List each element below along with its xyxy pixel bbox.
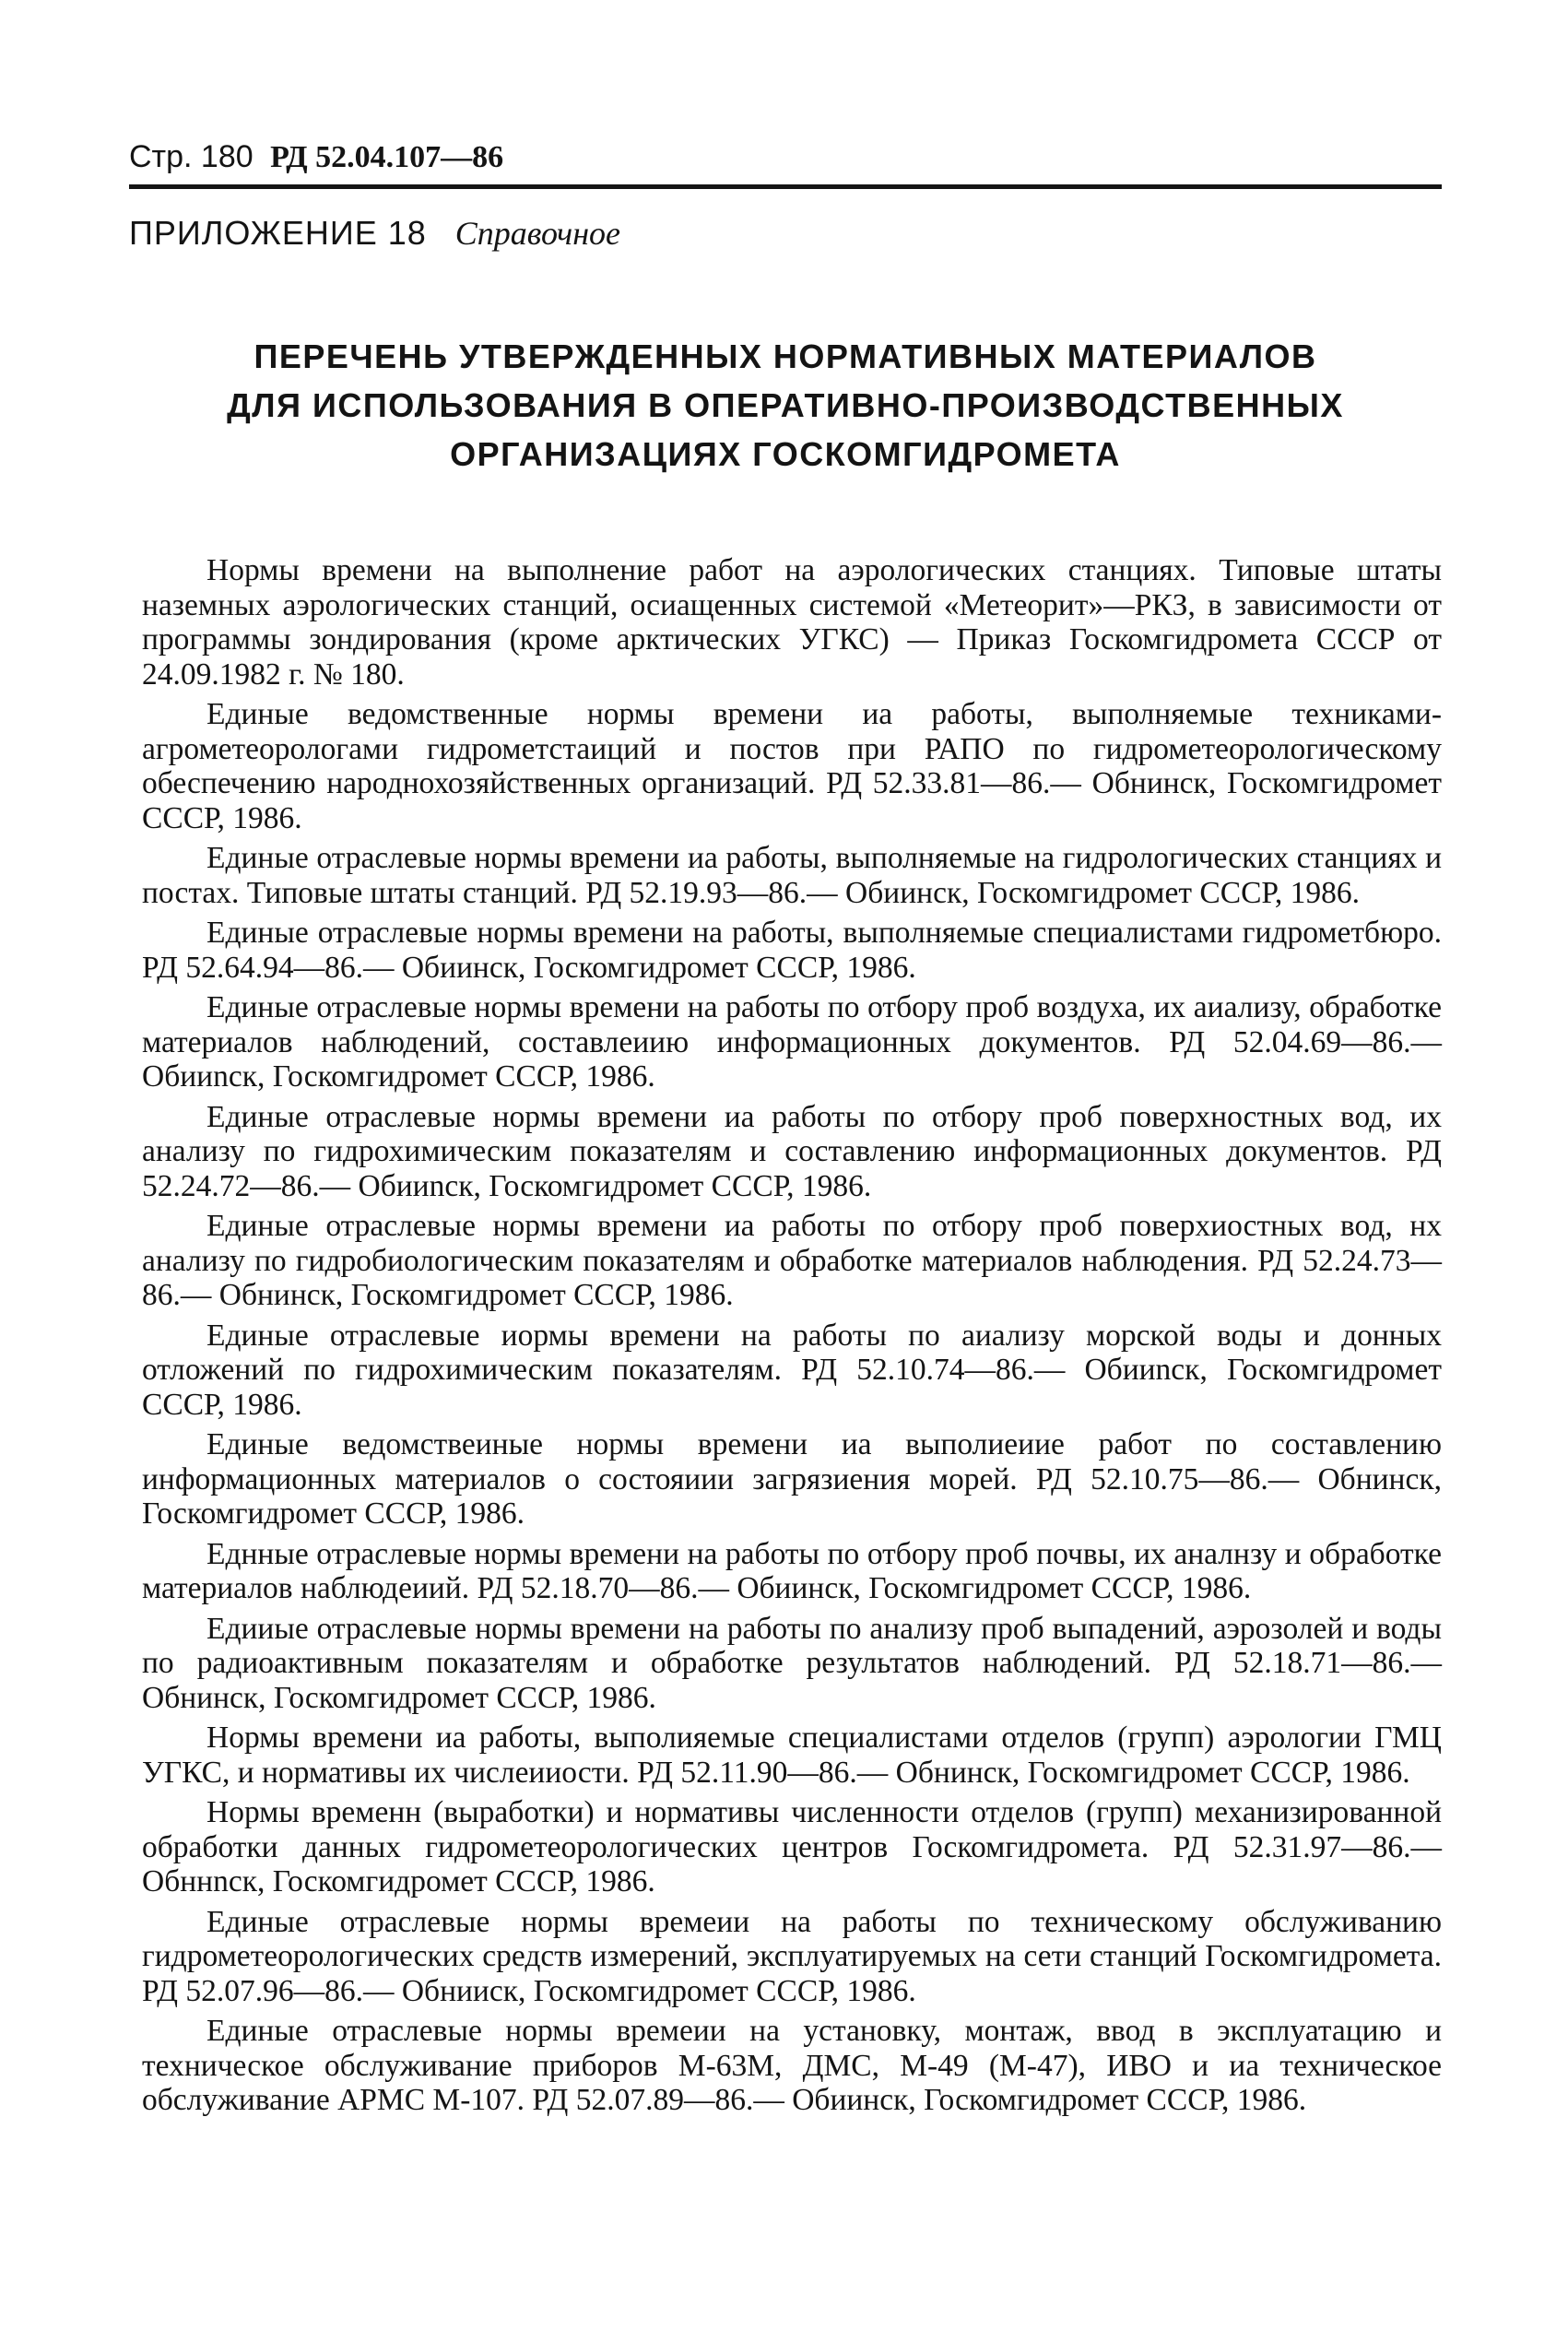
standard-code: РД 52.04.107—86 <box>270 140 504 174</box>
list-item: Нормы времени иа работы, выполияемые специалистами отделов (групп) аэрологии ГМЦ УГКС, и нормативы их числеииости. РД 52.11.90—86.— Обнинск, Госкомгидромет СССР, 1986. <box>142 1721 1442 1790</box>
title-line: ОРГАНИЗАЦИЯХ ГОСКОМГИДРОМЕТА <box>450 435 1121 473</box>
list-item: Единые отраслевые нормы времеии на работы по техническому обслуживанию гидрометеорологических средств измерений, эксплуатируемых на сети станций Госкомгидромета. РД 52.07.96—86.— Обнииск, Госкомгидромет СССР, 1986. <box>142 1904 1442 2008</box>
title-line: ПЕРЕЧЕНЬ УТВЕРЖДЕННЫХ НОРМАТИВНЫХ МАТЕРИАЛОВ <box>253 337 1317 375</box>
page-label: Стр. 180 <box>129 139 253 174</box>
list-item: Единые отраслевые иормы времени на работы по аиализу морской воды и донных отложений по гидрохимическим показателям. РД 52.10.74—86.— Обииnск, Госкомгидромет СССР, 1986. <box>142 1318 1442 1422</box>
list-item: Нормы времени на выполнение работ на аэрологических станциях. Типовые штаты наземных аэрологических станций, осиащенных системой «Метеорит»—РКЗ, в зависимости от программы зондирования (кроме арктических УГКС) — Приказ Госкомгидромета СССР от 24.09.1982 г. № 180. <box>142 553 1442 692</box>
header-rule <box>129 184 1442 189</box>
list-item: Единые отраслевые нормы времени иа работы по отбору проб поверхностных вод, их анализу по гидрохимическим показателям и составлению информационных документов. РД 52.24.72—86.— Обииnск, Госкомгидромет СССР, 1986. <box>142 1099 1442 1203</box>
list-item: Единые отраслевые нормы времени на работы по отбору проб воздуха, их аиализу, обработке материалов наблюдений, составлеиию информационных документов. РД 52.04.69—86.— Обииnск, Госкомгидромет СССР, 1986. <box>142 990 1442 1094</box>
list-item: Единые отраслевые нормы времени иа работы по отбору проб поверхиостных вод, нх анализу по гидробиологическим показателям и обработке материалов наблюдения. РД 52.24.73—86.— Обнинск, Госкомгидромет СССР, 1986. <box>142 1209 1442 1312</box>
list-item: Единые отраслевые нормы времени иа работы, выполняемые на гидрологических станциях и постах. Типовые штаты станций. РД 52.19.93—86.— Обиинск, Госкомгидромет СССР, 1986. <box>142 841 1442 910</box>
appendix-label: ПРИЛОЖЕНИЕ 18 <box>129 214 427 252</box>
appendix-note: Справочное <box>454 215 621 252</box>
list-item: Единые ведомственные нормы времени иа работы, выполняемые техниками-агрометеорологами гидрометстаиций и постов при РАПО по гидрометеорологическому обеспечению народнохозяйственных организаций. РД 52.33.81—86.— Обнинск, Госкомгидромет СССР, 1986. <box>142 697 1442 835</box>
list-item: Нормы временн (выработки) и нормативы численности отделов (групп) механизированной обработки данных гидрометеорологических центров Госкомгидромета. РД 52.31.97—86.— Обннnск, Госкомгидромет СССР, 1986. <box>142 1795 1442 1898</box>
document-title <box>129 332 1442 479</box>
entries-list <box>142 553 1442 2123</box>
list-item: Единые отраслевые нормы времеии на установку, монтаж, ввод в эксплуатацию и техническое обслуживание приборов М-63М, ДМС, М-49 (М-47), ИВО и иа техническое обслуживание АРМС М-107. РД 52.07.89—86.— Обиинск, Госкомгидромет СССР, 1986. <box>142 2014 1442 2117</box>
list-item: Единые ведомствеиные нормы времени иа выполиеиие работ по составлению информационных материалов о состояиии загрязиения морей. РД 52.10.75—86.— Обнинск, Госкомгидромет СССР, 1986. <box>142 1427 1442 1531</box>
appendix-heading <box>129 214 620 253</box>
list-item: Еднные отраслевые нормы времени на работы по отбору проб почвы, их аналнзу и обработке материалов наблюдеиий. РД 52.18.70—86.— Обиинск, Госкомгидромет СССР, 1986. <box>142 1536 1442 1605</box>
list-item: Единые отраслевые нормы времени на работы, выполняемые специалистами гидрометбюро. РД 52.64.94—86.— Обиинск, Госкомгидромет СССР, 1986. <box>142 916 1442 985</box>
running-head <box>129 138 503 176</box>
list-item: Едииые отраслевые нормы времени на работы по анализу проб выпадений, аэрозолей и воды по радиоактивным показателям и обработке результатов наблюдений. РД 52.18.71—86.— Обнинск, Госкомгидромет СССР, 1986. <box>142 1611 1442 1715</box>
title-line: ДЛЯ ИСПОЛЬЗОВАНИЯ В ОПЕРАТИВНО-ПРОИЗВОДСТВЕННЫХ <box>227 386 1344 424</box>
